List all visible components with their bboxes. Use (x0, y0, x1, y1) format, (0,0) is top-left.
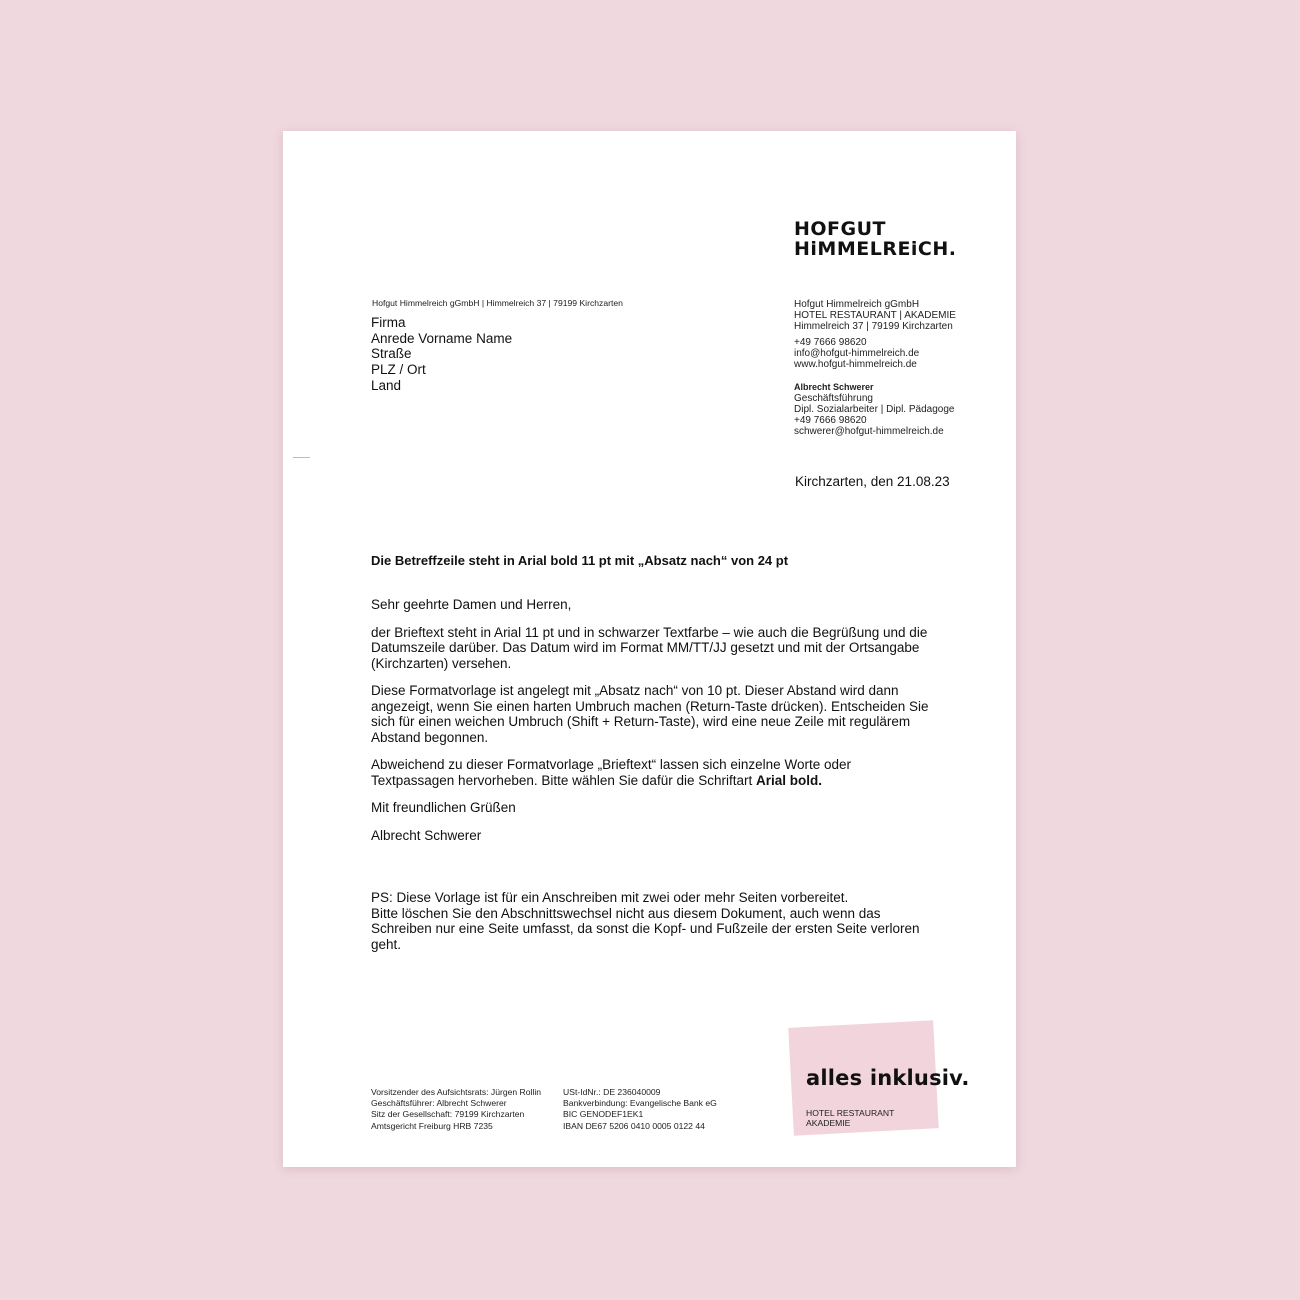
badge-line-1: HOTEL RESTAURANT (806, 1108, 895, 1118)
salutation: Sehr geehrte Damen und Herren, (371, 597, 572, 612)
body-paragraph-3 (371, 757, 931, 788)
letter-body (371, 597, 931, 855)
footer-bank-line: USt-IdNr.: DE 236040009 (563, 1087, 661, 1097)
recipient-name: Anrede Vorname Name (371, 330, 513, 346)
contact-person-email: schwerer@hofgut-himmelreich.de (794, 426, 944, 437)
badge-line-2: AKADEMIE (806, 1118, 851, 1128)
postscript (371, 890, 931, 952)
recipient-company: Firma (371, 315, 406, 330)
footer-legal-line: Geschäftsführer: Albrecht Schwerer (371, 1098, 507, 1109)
closing: Mit freundlichen Grüßen (371, 800, 516, 815)
paragraph-3-text: Abweichend zu dieser Formatvorlage „Brieftext“ lassen sich einzelne Worte oder Textpassagen hervorheben. Bitte wählen Sie dafür die Schriftart (371, 757, 851, 788)
signature: Albrecht Schwerer (371, 827, 482, 843)
recipient-address (371, 315, 512, 394)
body-paragraph-2: Diese Formatvorlage ist angelegt mit „Absatz nach“ von 10 pt. Dieser Abstand wird dann angezeigt, wenn Sie einen harten Umbruch machen (Return-Taste drücken). Entscheiden Sie sich für einen weichen Umbruch (Shift + Return-Taste), wird eine neue Zeile mit regulärem Abstand begonnen. (371, 683, 929, 745)
footer-legal-line: Vorsitzender des Aufsichtsrats: Jürgen Rollin (371, 1087, 542, 1097)
body-paragraph-1: der Brieftext steht in Arial 11 pt und in schwarzer Textfarbe – wie auch die Begrüßung und die Datumszeile darüber. Das Datum wird im Format MM/TT/JJ gesetzt und mit der Ortsangabe (Kirchzarten) versehen. (371, 624, 928, 671)
contact-block (794, 299, 956, 437)
contact-person-phone: +49 7666 98620 (794, 415, 867, 426)
footer-legal (371, 1087, 541, 1132)
contact-person-role: Geschäftsführung (794, 393, 873, 404)
contact-email: info@hofgut-himmelreich.de (794, 348, 920, 359)
contact-phone: +49 7666 98620 (794, 337, 867, 348)
footer-legal-line: Sitz der Gesellschaft: 79199 Kirchzarten (371, 1109, 525, 1120)
recipient-street: Straße (371, 346, 412, 362)
paragraph-3-bold: Arial bold. (755, 772, 822, 788)
fold-mark (293, 457, 310, 458)
contact-address: Himmelreich 37 | 79199 Kirchzarten (794, 321, 953, 332)
contact-web: www.hofgut-himmelreich.de (794, 359, 917, 370)
logo-line-1: HOFGUT (794, 218, 887, 240)
footer-bank-line: IBAN DE67 5206 0410 0005 0122 44 (563, 1120, 705, 1131)
contact-person-name: Albrecht Schwerer (794, 382, 874, 392)
ps-line-2: Bitte löschen Sie den Abschnittswechsel nicht aus diesem Dokument, auch wenn das Schreiben nur eine Seite umfasst, da sonst die Kopf- und Fußzeile der ersten Seite verloren geht. (371, 905, 920, 952)
ps-line-1: PS: Diese Vorlage ist für ein Anschreiben mit zwei oder mehr Seiten vorbereitet. (371, 890, 849, 905)
recipient-country: Land (371, 377, 402, 393)
letter-page (283, 131, 1016, 1167)
logo-line-2: HiMMELREiCH. (794, 238, 957, 260)
footer-bank (563, 1087, 717, 1132)
subject-line: Die Betreffzeile steht in Arial bold 11 pt mit „Absatz nach“ von 24 pt (371, 553, 789, 568)
contact-person-title: Dipl. Sozialarbeiter | Dipl. Pädagoge (794, 404, 955, 415)
letter-date: Kirchzarten, den 21.08.23 (795, 474, 950, 489)
footer-legal-line: Amtsgericht Freiburg HRB 7235 (371, 1120, 493, 1131)
recipient-city: PLZ / Ort (371, 362, 426, 378)
sender-return-line: Hofgut Himmelreich gGmbH | Himmelreich 37 | 79199 Kirchzarten (372, 298, 623, 308)
contact-division: HOTEL RESTAURANT | AKADEMIE (794, 310, 956, 321)
contact-company: Hofgut Himmelreich gGmbH (794, 299, 920, 310)
badge-subtitle (806, 1108, 894, 1128)
footer-bank-line: Bankverbindung: Evangelische Bank eG (563, 1098, 717, 1109)
footer-bank-line: BIC GENODEF1EK1 (563, 1109, 644, 1120)
company-logo (794, 219, 957, 259)
badge-title: alles inklusiv. (806, 1066, 970, 1090)
